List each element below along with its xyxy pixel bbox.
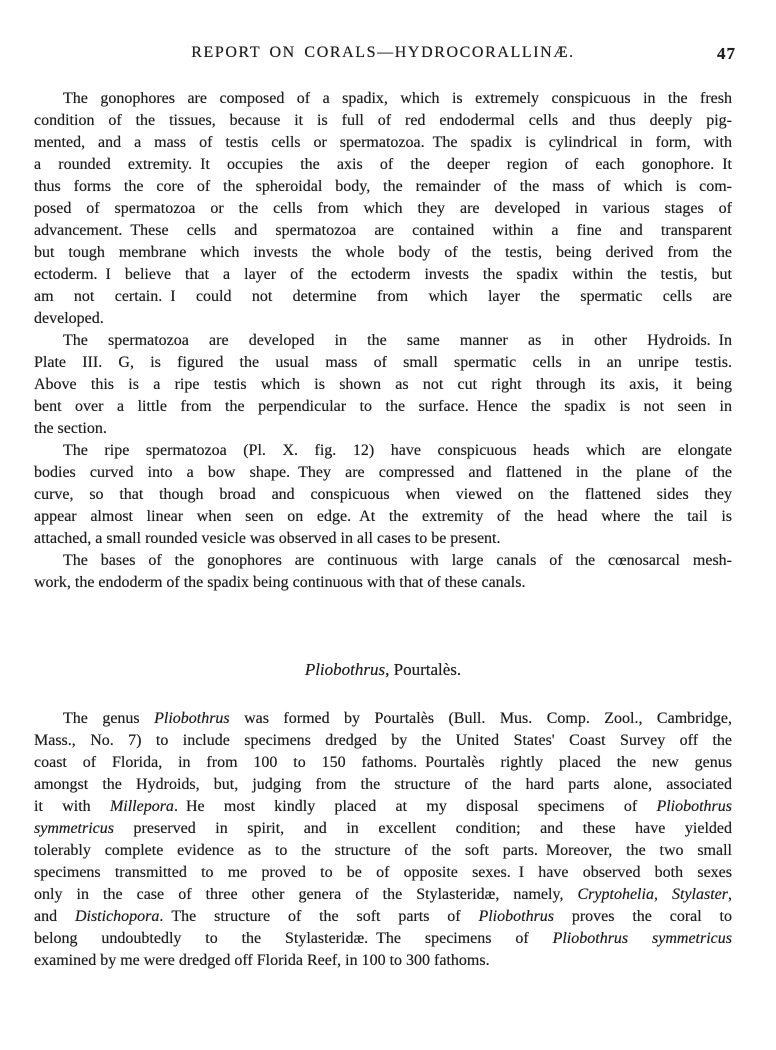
text-line: mented, and a mass of testis cells or spermatozoa. The spadix is cylindrical in form, with (34, 134, 732, 151)
paragraph (34, 440, 732, 550)
running-title: REPORT ON CORALS—HYDROCORALLINÆ. (191, 44, 575, 61)
section-heading: Pliobothrus, Pourtalès. (304, 660, 462, 679)
text-line: only in the case of three other genera of the Stylasteridæ, namely, Cryptohelia, Stylaster, (34, 886, 732, 903)
text-line: condition of the tissues, because it is full of red endodermal cells and thus deeply pig- (34, 112, 732, 129)
text-line: bent over a little from the perpendicular to the surface. Hence the spadix is not seen in (34, 398, 732, 415)
text-line: amongst the Hydroids, but, judging from the structure of the hard parts alone, associated (34, 776, 732, 793)
text-line: tolerably complete evidence as to the structure of the soft parts. Moreover, the two small (34, 842, 732, 859)
text-line: The bases of the gonophores are continuous with large canals of the cœnosarcal mesh- (63, 552, 732, 569)
text-line: advancement. These cells and spermatozoa are contained within a fine and transparent (34, 222, 732, 239)
text-line: curve, so that though broad and conspicuous when viewed on the flattened sides they (34, 486, 732, 503)
text-line: posed of spermatozoa or the cells from which they are developed in various stages of (34, 200, 732, 217)
text-line: The genus Pliobothrus was formed by Pourtalès (Bull. Mus. Comp. Zool., Cambridge, (63, 710, 732, 727)
paragraph (34, 550, 732, 594)
text-line: Mass., No. 7) to include specimens dredged by the United States' Coast Survey off the (34, 732, 732, 749)
text-line: thus forms the core of the spheroidal body, the remainder of the mass of which is com- (34, 178, 732, 195)
text-line: bodies curved into a bow shape. They are compressed and flattened in the plane of the (34, 464, 732, 481)
text-line: a rounded extremity. It occupies the axis of the deeper region of each gonophore. It (34, 156, 732, 173)
text-line: belong undoubtedly to the Stylasteridæ. The specimens of Pliobothrus symmetricus (34, 930, 732, 947)
text-line: ectoderm. I believe that a layer of the ectoderm invests the spadix within the testis, but (34, 266, 732, 283)
text-line: examined by me were dredged off Florida Reef, in 100 to 300 fathoms. (34, 952, 490, 969)
text-line: coast of Florida, in from 100 to 150 fathoms. Pourtalès rightly placed the new genus (34, 754, 732, 771)
paragraph (34, 330, 732, 440)
page-header (34, 0, 736, 64)
text-line: The ripe spermatozoa (Pl. X. fig. 12) have conspicuous heads which are elongate (63, 442, 732, 459)
text-line: The gonophores are composed of a spadix, which is extremely conspicuous in the fresh (63, 90, 732, 107)
text-line: symmetricus preserved in spirit, and in excellent condition; and these have yielded (34, 820, 732, 837)
text-line: developed. (34, 310, 104, 327)
text-line: The spermatozoa are developed in the same manner as in other Hydroids. In (63, 332, 732, 349)
text-line: attached, a small rounded vesicle was observed in all cases to be present. (34, 530, 501, 547)
text-line: work, the endoderm of the spadix being continuous with that of these canals. (34, 574, 526, 591)
text-line: Above this is a ripe testis which is shown as not cut right through its axis, it being (34, 376, 732, 393)
text-line: specimens transmitted to me proved to be of opposite sexes. I have observed both sexes (34, 864, 732, 881)
page-sheet (34, 0, 736, 972)
text-line: appear almost linear when seen on edge. At the extremity of the head where the tail is (34, 508, 732, 525)
paragraph (34, 708, 732, 972)
text-line: Plate III. G, is figured the usual mass of small spermatic cells in an unripe testis. (34, 354, 732, 371)
page-number: 47 (717, 44, 736, 63)
text-line: am not certain. I could not determine from which layer the spermatic cells are (34, 288, 732, 305)
text-line: it with Millepora. He most kindly placed at my disposal specimens of Pliobothrus (34, 798, 732, 815)
text-line: and Distichopora. The structure of the soft parts of Pliobothrus proves the coral to (34, 908, 732, 925)
paragraph (34, 88, 732, 330)
text-line: the section. (34, 420, 107, 437)
text-line: but tough membrane which invests the whole body of the testis, being derived from the (34, 244, 732, 261)
text-block (34, 88, 732, 972)
